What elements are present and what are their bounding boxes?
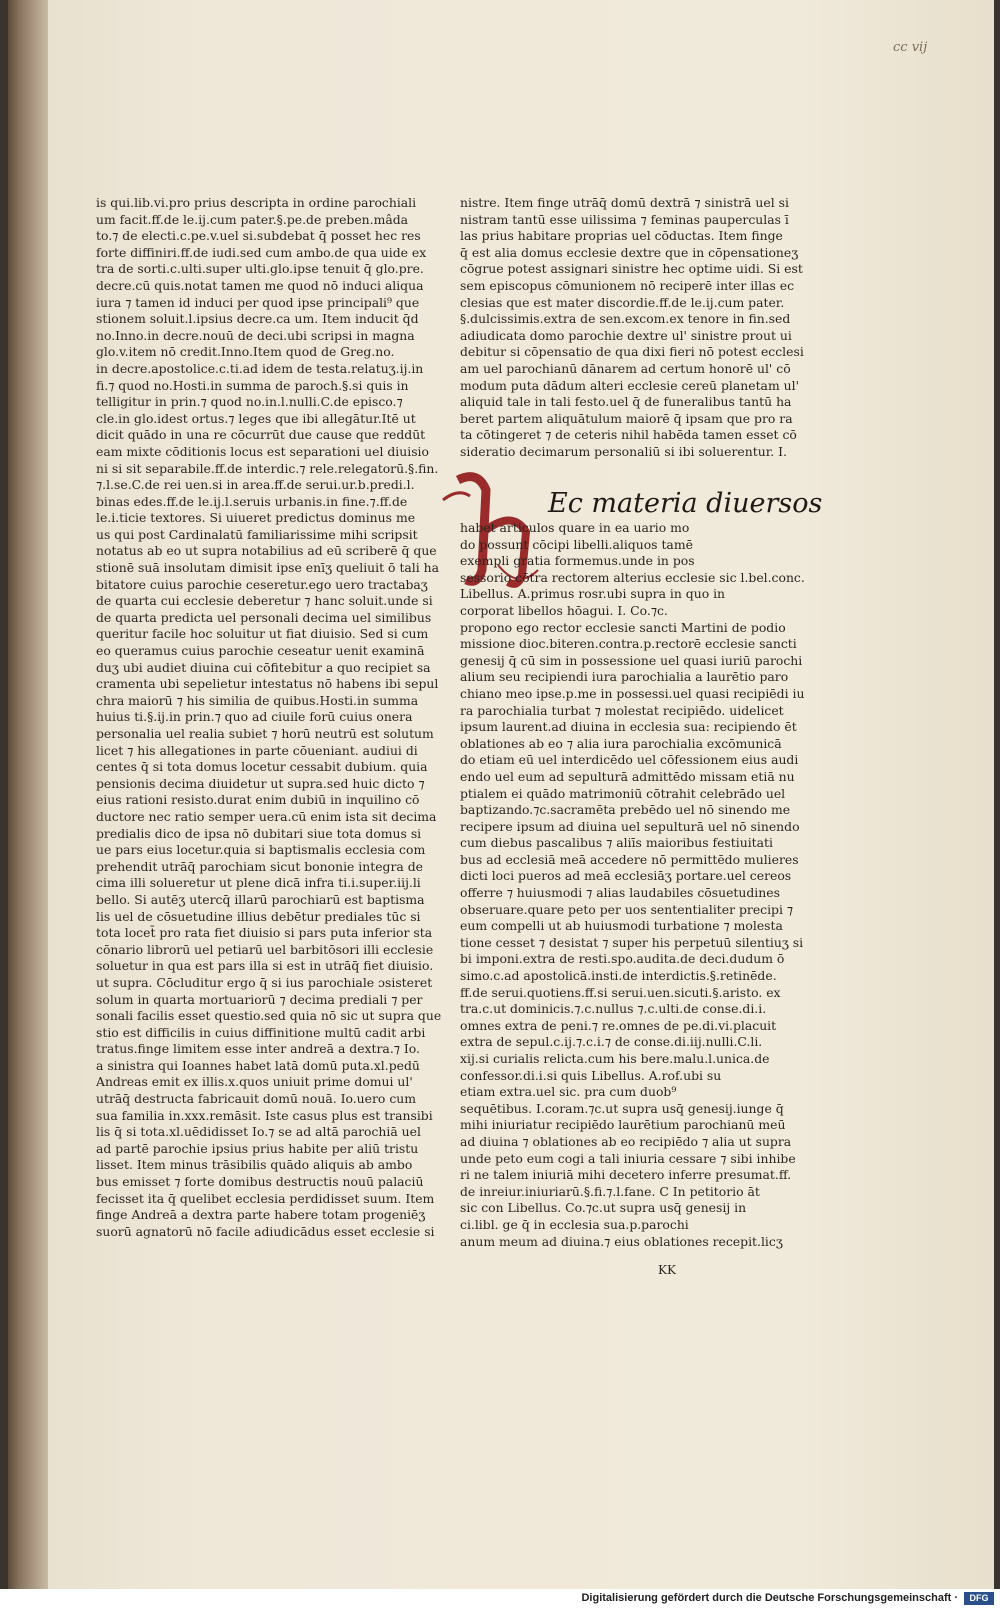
text-line: prehendit utrāq̄ parochiam sicut bononie integra de — [96, 858, 423, 874]
text-line: ni si sit separabile.ff.de interdic.⁊ rele.relegatorū.§.fin. — [96, 460, 439, 476]
dfg-logo: DFG — [964, 1592, 994, 1605]
text-line: modum puta dādum alteri ecclesie cereū planetam ul' — [460, 377, 799, 393]
text-line: suorū agnatorū nō facile adiudicādus esset ecclesie si — [96, 1223, 435, 1239]
text-line: genesij q̄ cū sim in possessione uel quasi iuriū parochi — [460, 652, 803, 668]
text-line: am uel parochianū dānarem ad certum honorē ul' cō — [460, 360, 791, 376]
text-line: habet articulos quare in ea uario mo — [460, 520, 690, 535]
text-line: cōnario librorū uel petiarū uel barbitōsori illi ecclesie — [96, 941, 434, 957]
text-line: tota locet̄ pro rata fiet diuisio si pars puta inferior sta — [96, 925, 433, 941]
text-line: anum meum ad diuina.⁊ eius oblationes recepit.licʒ — [460, 1233, 783, 1249]
text-line: chiano meo ipse.p.me in possessi.uel quasi recipiēdi iu — [460, 685, 805, 701]
text-line: bi imponi.extra de resti.spo.audita.de deci.dudum ō — [460, 951, 785, 967]
text-line: baptizando.⁊c.sacramēta prebēdo uel nō sinendo me — [460, 802, 791, 818]
text-line: tra.c.ut dominicis.⁊.c.nullus ⁊.c.ulti.de conse.di.i. — [460, 1001, 767, 1017]
text-line: sua familia in.xxx.remāsit. Iste casus plus est transibi — [96, 1107, 433, 1123]
text-line: lis uel de cōsuetudine illius debētur prediales tūc si — [96, 908, 421, 924]
text-line: adiudicata domo parochie dextre ul' sinistre prout ui — [460, 327, 792, 343]
text-line: simo.c.ad apostolicā.insti.de interdictis.§.retinēde. — [460, 968, 777, 984]
text-line: do possunt cōcipi libelli.aliquos tamē — [460, 536, 693, 552]
text-line: Andreas emit ex illis.x.quos uniuit prime domui ul' — [96, 1074, 413, 1090]
text-line: no.Inno.in decre.nouū de deci.ubi scripsi in magna — [96, 327, 415, 343]
text-line: utrāq̄ destructa fabricauit domū nouā. Io.uero cum — [96, 1091, 416, 1107]
text-line: sessorio cōtra rectorem alterius ecclesie sic l.bel.conc. — [460, 569, 805, 585]
text-line: bus emisset ⁊ forte domibus destructis nouū palaciū — [96, 1174, 424, 1190]
text-line: sonali facilis esset questio.sed quia nō sic ut supra que — [96, 1008, 442, 1024]
text-line: corporat libellos hōagui. I. Co.⁊c. — [460, 602, 668, 618]
text-line: ra parochialia turbat ⁊ molestat recipiēdo. uidelicet — [460, 702, 784, 718]
text-line: binas edes.ff.de le.ij.l.seruis urbanis.in fine.⁊.ff.de — [96, 493, 408, 509]
text-line: sic con Libellus. Co.⁊c.ut supra usq̄ genesij in — [460, 1200, 747, 1216]
text-line: tra de sorti.c.ulti.super ulti.glo.ipse tenuit q̄ glo.pre. — [96, 261, 424, 277]
text-line: §.dulcissimis.extra de sen.excom.ex tenore in fin.sed — [460, 311, 791, 327]
catchword: KK — [658, 1263, 676, 1277]
folio-number: cc vij — [893, 40, 928, 55]
text-line: do etiam eū uel interdicēdo uel cōfessionem eius audi — [460, 752, 799, 768]
text-line: cum diebus pascalibus ⁊ aliīs maioribus festiuitati — [460, 835, 773, 851]
text-line: lisset. Item minus trāsibilis quādo aliquis ab ambo — [96, 1157, 413, 1173]
book-page — [8, 0, 994, 1589]
text-line: de quarta predicta uel personali decima uel similibus — [96, 609, 432, 625]
text-line: queritur facile hoc soluitur ut fiat diuisio. Sed si cum — [96, 626, 429, 642]
text-line: to.⁊ de electi.c.pe.v.uel si.subdebat q̄ posset hec res — [96, 228, 421, 244]
text-line: ff.de serui.quotiens.ff.si serui.uen.sicuti.§.aristo. ex — [460, 984, 781, 1000]
text-line: lis q̄ si tota.xl.uēdidisset Io.⁊ se ad altā parochiā uel — [96, 1124, 421, 1140]
text-line: um facit.ff.de le.ij.cum pater.§.pe.de preben.mâda — [96, 211, 409, 227]
text-line: decre.cū quis.notat tamen me quod nō induci aliqua — [96, 277, 424, 293]
text-line: cima illi solueretur ut plene dicā infra ti.i.super.iij.li — [96, 875, 421, 891]
text-line: ptialem ei quādo matrimoniū cōtrahit celebrādo uel — [460, 785, 786, 801]
text-line: offerre ⁊ huiusmodi ⁊ alias laudabiles cōsuetudines — [460, 885, 780, 901]
text-line: recipere ipsum ad diuina uel sepulturā uel nō sinendo — [460, 818, 800, 834]
text-line: fecisset ita q̄ quelibet ecclesia perdidisset suum. Item — [96, 1190, 435, 1206]
text-line: debitur si cōpensatio de qua dixi fieri nō potest ecclesi — [460, 344, 804, 360]
text-line: extra de sepul.c.ij.⁊.c.i.⁊ de conse.di.iij.nulli.C.li. — [460, 1034, 763, 1050]
text-line: mihi iniuriatur recipiēdo laurētium parochianū meū — [460, 1117, 786, 1133]
text-line: personalia uel realia subiet ⁊ horū neutrū est solutum — [96, 726, 434, 741]
text-line: alium seu recipiendi iura parochialia a laurētio paro — [460, 669, 789, 685]
footer-credit: Digitalisierung gefördert durch die Deutsche Forschungsgemeinschaft · — [581, 1592, 958, 1604]
text-line: eius rationi resisto.durat enim dubiū in inquilino cō — [96, 792, 420, 808]
text-line: beret partem aliquātulum maiorē q̄ ipsam que pro ra — [460, 410, 793, 426]
text-line: stionem soluit.l.ipsius decre.ca um. Item inducit q̄d — [96, 311, 419, 327]
text-line: cramenta ubi sepelietur intestatus nō habens ibi sepul — [96, 676, 439, 692]
text-line: sideratio decimarum personaliū si ibi soluerentur. I. — [460, 443, 787, 459]
text-line: stionē suā insolutam dimisit ipse enīʒ queliuit ō tali ha — [96, 560, 440, 576]
text-line: ad partē parochie ipsius prius habite per aliū tristu — [96, 1140, 419, 1156]
text-line: fi.⁊ quod no.Hosti.in summa de paroch.§.si quis in — [96, 377, 409, 393]
text-line: stio est difficilis in cuius diffinitione multū cadit arbi — [96, 1024, 426, 1040]
footer-bar — [0, 1589, 1000, 1609]
text-line: las prius habitare proprias uel cōductas. Item finge — [460, 228, 783, 244]
text-line: chra maiorū ⁊ his similia de quibus.Hosti.in summa — [96, 692, 419, 708]
text-line: eam mixte cōditionis locus est separationi uel diuisio — [96, 443, 429, 459]
text-line: ad diuina ⁊ oblationes ab eo recipiēdo ⁊ alia ut supra — [460, 1133, 792, 1149]
text-line: eo queramus cuius parochie ceseatur uenit examinā — [96, 643, 425, 659]
text-line: dicti loci pueros ad meā ecclesiāʒ portare.uel cereos — [460, 868, 792, 884]
text-line: eum compelli ut ab huiusmodi turbatione ⁊ molesta — [460, 918, 783, 934]
text-line: solum in quarta mortuariorū ⁊ decima prediali ⁊ per — [96, 991, 423, 1007]
text-line: tratus.finge limitem esse inter andreā a dextra.⁊ Io. — [96, 1041, 420, 1057]
text-line: ut supra. Cōcluditur ergo q̄ si ius parochiale ɔsisteret — [96, 974, 433, 990]
text-line: dicit quādo in una re cōcurrūt due cause que reddūt — [96, 427, 426, 443]
text-line: de inreiur.iniuriarū.§.fi.⁊.l.fane. C In petitorio āt — [460, 1183, 760, 1199]
text-line: soluetur in qua est pars illa si est in utrāq̄ fiet diuisio. — [96, 958, 434, 974]
text-line: licet ⁊ his allegationes in parte cōueniant. audiui di — [96, 742, 418, 758]
text-line: finge Andreā a dextra parte habere totam progeniēʒ — [96, 1207, 426, 1223]
section-heading: Ec materia diuersos — [548, 488, 823, 519]
text-line: centes q̄ si tota domus locetur cessabit dubium. quia — [96, 759, 428, 775]
text-line: cōgrue potest assignari sinistre hec optime uidi. Si est — [460, 261, 803, 277]
text-line: in decre.apostolice.c.ti.ad idem de testa.relatuʒ.ij.in — [96, 360, 424, 376]
text-line: notatus ab eo ut supra notabilius ad eū scriberē q̄ que — [96, 543, 437, 559]
left-column — [96, 195, 442, 1240]
text-line: q̄ est alia domus ecclesie dextre que in cōpensationeʒ — [460, 244, 799, 260]
text-line: duʒ ubi audiet diuina cui cōfitebitur a quo recipiet sa — [96, 659, 431, 675]
text-line: etiam extra.uel sic. pra cum duob⁹ — [460, 1084, 677, 1100]
text-line: Libellus. A.primus rosr.ubi supra in quo in — [460, 586, 726, 602]
text-line: tione cesset ⁊ desistat ⁊ super his perpetuū silentiuʒ si — [460, 934, 804, 950]
text-line: obseruare.quare peto per uos sententialiter precipi ⁊ — [460, 901, 794, 917]
text-line: a sinistra qui Ioannes habet latā domū puta.xl.pedū — [96, 1057, 420, 1073]
text-line: propono ego rector ecclesie sancti Martini de podio — [460, 619, 786, 635]
text-line: nistram tantū esse uilissima ⁊ feminas pauperculas ī — [460, 211, 789, 227]
text-line: ri ne talem iniuriā mihi decetero inferre presumat.ff. — [460, 1167, 792, 1183]
text-line: iura ⁊ tamen id induci per quod ipse principali⁹ que — [96, 294, 420, 310]
text-line: sequētibus. I.coram.⁊c.ut supra usq̄ genesij.iunge q̄ — [460, 1100, 784, 1116]
text-line: ci.libl. ge q̄ in ecclesia sua.p.parochi — [460, 1216, 689, 1232]
text-line: aliquid tale in tali festo.uel q̄ de funeralibus tantū ha — [460, 394, 792, 410]
text-line: unde peto eum cogi a tali iniuria cessare ⁊ sibi inhibe — [460, 1150, 796, 1166]
text-line: bitatore cuius parochie ceseretur.ego uero tractabaʒ — [96, 576, 428, 592]
text-line: ductore nec ratio semper uera.cū enim ista sit decima — [96, 808, 437, 824]
text-line: omnes extra de peni.⁊ re.omnes de pe.di.vi.placuit — [460, 1017, 777, 1033]
text-line: exempli gratia formemus.unde in pos — [460, 553, 695, 569]
text-line: ta cōtingeret ⁊ de ceteris nihil habēda tamen esset cō — [460, 427, 797, 443]
text-line: confessor.di.i.si quis Libellus. A.rof.ubi su — [460, 1067, 722, 1083]
text-line: sem episcopus cōmunionem nō reciperē inter illas ec — [460, 277, 795, 293]
text-line: telligitur in prin.⁊ quod no.in.l.nulli.C.de episco.⁊ — [96, 394, 403, 410]
binding-shadow — [8, 0, 48, 1589]
text-line: ⁊.l.se.C.de rei uen.si in area.ff.de serui.ur.b.predi.l. — [96, 477, 415, 493]
right-column-top — [460, 195, 804, 461]
right-column-body — [460, 520, 805, 1250]
text-line: cle.in glo.idest ortus.⁊ leges que ibi allegātur.Itē ut — [96, 410, 416, 426]
text-line: glo.v.item nō credit.Inno.Item quod de Greg.no. — [96, 344, 395, 360]
text-line: oblationes ab eo ⁊ alia iura parochialia excōmunicā — [460, 735, 782, 751]
text-line: bello. Si autēʒ utercq̄ illarū parochiarū est baptisma — [96, 891, 425, 907]
text-line: le.i.ticie textores. Si uiueret predictus dominus me — [96, 510, 416, 526]
text-line: pensionis decima diuidetur ut supra.sed huic dicto ⁊ — [96, 775, 425, 791]
text-line: huius ti.§.ij.in prin.⁊ quo ad ciuile forū cuius onera — [96, 709, 413, 725]
text-line: is qui.lib.vi.pro prius descripta in ordine parochiali — [96, 195, 417, 210]
text-line: forte diffiniri.ff.de iudi.sed cum ambo.de qua uide ex — [96, 244, 427, 260]
text-line: us qui post Cardinalatū familiarissime mihi scripsit — [96, 526, 418, 542]
text-line: de quarta cui ecclesie deberetur ⁊ hanc soluit.unde si — [96, 593, 433, 609]
text-line: clesias que est mater discordie.ff.de le.ij.cum pater. — [460, 294, 785, 310]
text-line: missione dioc.biteren.contra.p.rectorē ecclesie sancti — [460, 636, 797, 652]
text-line: nistre. Item finge utrāq̄ domū dextrā ⁊ sinistrā uel si — [460, 195, 789, 210]
text-line: ue pars eius locetur.quia si baptismalis ecclesia com — [96, 842, 426, 858]
text-line: predialis dico de ipsa nō dubitari siue tota domus si — [96, 825, 422, 841]
text-line: xij.si curialis relicta.cum his bere.malu.l.unica.de — [460, 1051, 770, 1066]
text-line: ipsum laurent.ad diuina in ecclesia sua: recipiendo ēt — [460, 719, 797, 735]
text-line: endo uel eum ad sepulturā admittēdo missam etiā nu — [460, 768, 795, 784]
text-line: bus ad ecclesiā meā accedere nō permittēdo mulieres — [460, 851, 799, 867]
